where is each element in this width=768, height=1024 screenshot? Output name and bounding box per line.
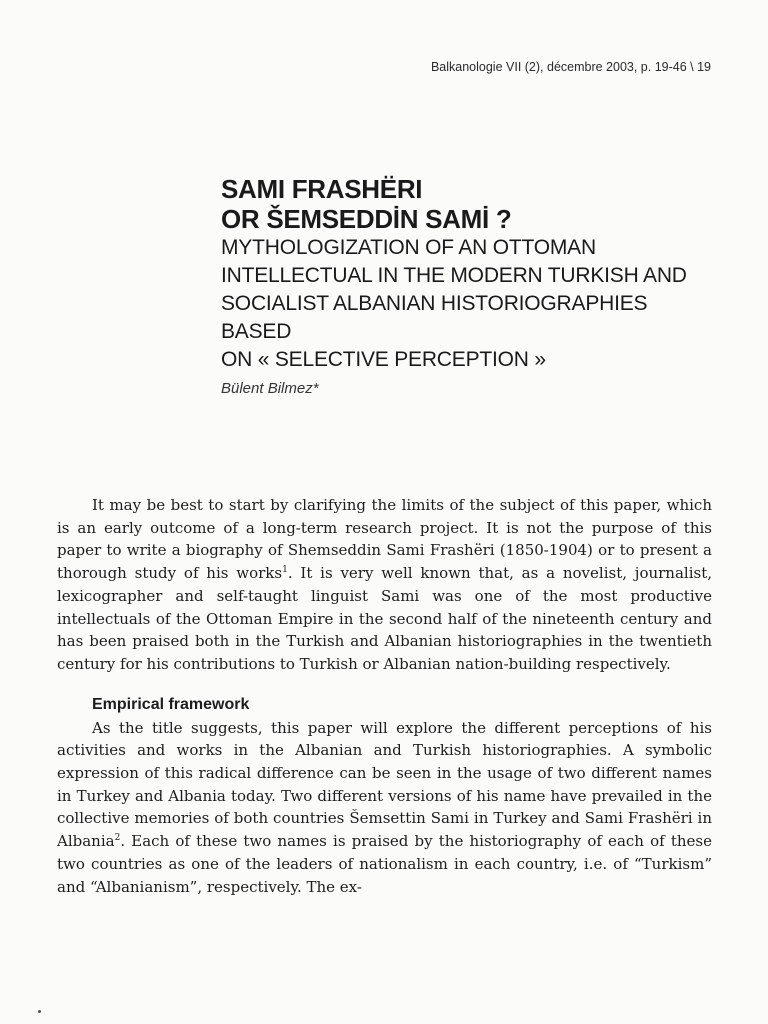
author-name: Bülent Bilmez* <box>221 380 319 397</box>
title-line-2: OR ŠEMSEDDİN SAMİ ? <box>221 204 512 234</box>
section-heading: Empirical framework <box>92 695 250 713</box>
footnote-ref-1[interactable]: 1 <box>282 565 288 576</box>
section-text-part-1: As the title suggests, this paper will explore the different perceptions of his activities and works in the Albanian and Turkish historiographies. A symbolic expression of this radical difference can be seen in the usage of two different names in Turkey and Albania today. Two different versions of his name have prevailed in the collective memories of both countries Šemsettin Sami in Turkey and Sami Frashëri in Albania <box>57 718 712 851</box>
running-head: Balkanologie VII (2), décembre 2003, p. 19-46 \ 19 <box>430 60 711 74</box>
scan-speck <box>38 1010 41 1013</box>
intro-paragraph <box>57 494 712 676</box>
intro-text-part-2: . It is very well known that, as a novelist, journalist, lexicographer and self-taught linguist Sami was one of the most productive intellectuals of the Ottoman Empire in the second half of the nineteenth century and has been praised both in the Turkish and Albanian historiographies in the twentieth century for his contributions to Turkish or Albanian nation-building respectively. <box>57 564 712 673</box>
footnote-ref-2[interactable]: 2 <box>114 833 121 844</box>
subtitle-line-4: ON « SELECTIVE PERCEPTION » <box>221 348 546 371</box>
intro-text-part-1: It may be best to start by clarifying the limits of the subject of this paper, which is an early outcome of a long-term research project. It is not the purpose of this paper to write a biography of Shemseddin Sami Frashëri (1850-1904) or to present a thorough study of his works <box>57 496 712 583</box>
article-body <box>57 494 712 898</box>
subtitle-line-3: SOCIALIST ALBANIAN HISTORIOGRAPHIES BASED <box>221 292 648 343</box>
section-text-part-2: . Each of these two names is praised by the historiography of each of these two countries as one of the leaders of nationalism in each country, i.e. of “Turkism” and “Albanianism”, respectively. The ex- <box>57 832 712 896</box>
subtitle-line-1: MYTHOLOGIZATION OF AN OTTOMAN <box>221 236 596 259</box>
section-paragraph <box>57 717 712 899</box>
subtitle-line-2: INTELLECTUAL IN THE MODERN TURKISH AND <box>221 264 687 287</box>
title-line-1: SAMI FRASHËRI <box>221 174 423 204</box>
title-block <box>221 174 721 374</box>
